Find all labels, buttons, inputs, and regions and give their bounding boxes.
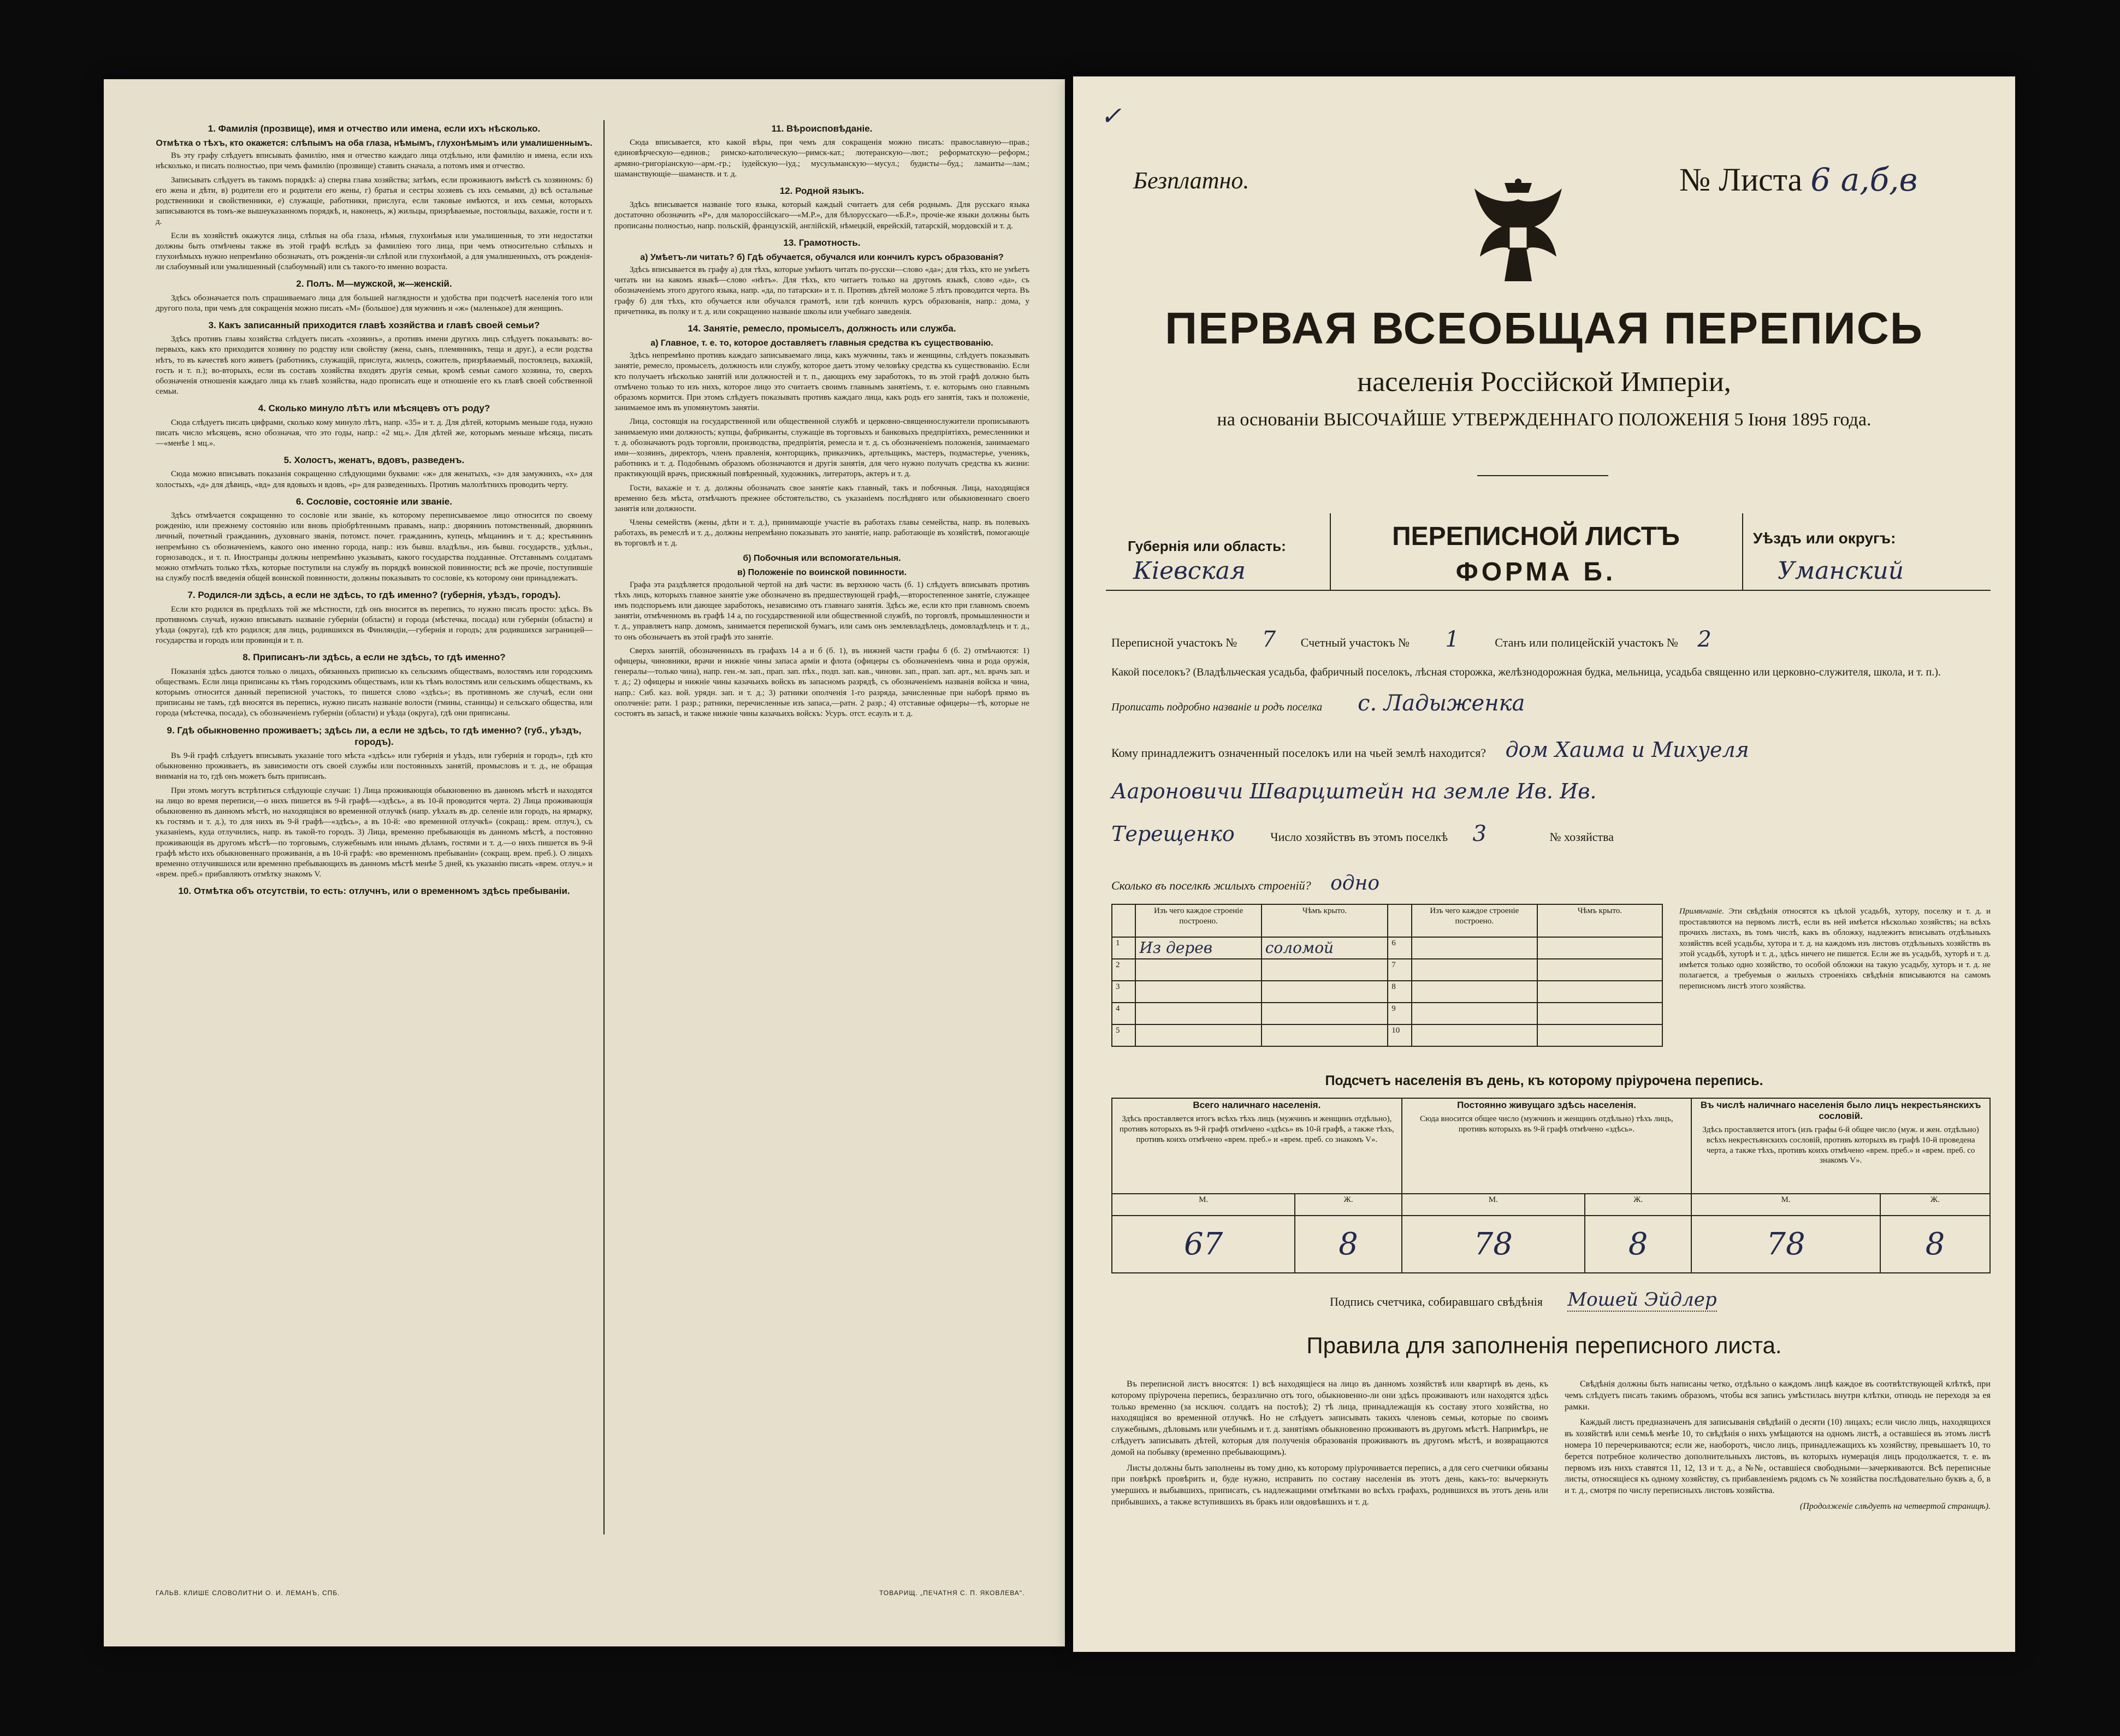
zh-label: Ж. bbox=[1295, 1194, 1401, 1216]
right-page bbox=[1073, 76, 2015, 1652]
instruction-paragraph: Члены семействъ (жены, дѣти и т. д.), принимающіе участіе въ работахъ главы семейства, напр. въ полевыхъ работахъ, въ ремеслѣ и т. д., должны непремѣнно показывать это занятіе, напр. работающіе въ хозяйствѣ, помогающіе въ торговлѣ и т. д. bbox=[614, 518, 1029, 548]
bld-col2-header: Чѣмъ крыто. bbox=[1262, 904, 1388, 937]
instruction-subheading: Отмѣтка о тѣхъ, кто окажется: слѣпымъ на оба глаза, нѣмымъ, глухонѣмымъ или умалишеннымъ. bbox=[156, 139, 593, 149]
title-divider bbox=[1477, 475, 1608, 476]
stan-value: 2 bbox=[1697, 627, 1712, 652]
free-label: Безплатно. bbox=[1133, 167, 1250, 194]
m-label: М. bbox=[1112, 1194, 1295, 1216]
uchastok-row bbox=[1111, 625, 1712, 654]
buildings-row bbox=[1111, 871, 1379, 897]
instruction-paragraph: Если въ хозяйствѣ окажутся лица, слѣпыя на оба глаза, нѣмыя, глухонѣмыя или умалишенныя, то эти недостатки должны быть отмѣчены также въ этой графѣ вслѣдъ за фамиліею того лица, при чемъ относительно слѣпыхъ и глухонѣмыхъ нужно непремѣнно обозначать, отъ рожденія-ли слѣпой или глухонѣмой, а для умалишенныхъ, отъ рожденія-ли слабоумный или умалишенный (слабоумный) или съ такого-то именно возраста. bbox=[156, 231, 593, 272]
instruction-heading: 14. Занятіе, ремесло, промыселъ, должность или служба. bbox=[688, 323, 956, 334]
poselok-hint-2: Прописать подробно названіе и родъ поселка bbox=[1111, 701, 1323, 713]
uezd-value: Уманский bbox=[1778, 557, 1904, 585]
owner-label: Кому принадлежитъ означенный поселокъ или на чьей землѣ находится? bbox=[1111, 746, 1487, 760]
rules-right-p2: Каждый листъ предназначенъ для записыванія свѣдѣній о десяти (10) лицахъ; если число лицъ, находящихся въ хозяйствѣ или семьѣ менѣе 10, то свѣдѣнія о нихъ умѣщаются на одномъ листѣ, а оставшіеся въ этомъ листѣ номера 10 перечеркиваются; если же, наоборотъ, число лицъ, принадлежащихъ къ хозяйству, превышаетъ 10, то берется потребное количество дополнительныхъ листовъ, въ которыхъ нумерація лицъ продолжается, т. е. въ первомъ изъ нихъ ставятся 11, 12, 13 и т. д., а №№, оставшіеся свободными—зачеркиваются. Всѣ переписные листы, относящіеся къ одному хозяйству, съ прибавленіемъ рядомъ съ № хозяйства послѣдовательно буквъ а, б, в и т. д., смотря по числу переписныхъ листовъ хозяйства. bbox=[1565, 1418, 1991, 1496]
count-permanent-m: 78 bbox=[1402, 1216, 1585, 1273]
instruction-paragraph: Гости, вахажіе и т. д. должны обозначать свое занятіе какъ главный, такъ и побочныя. Лица, находящіяся временно безъ мѣста, отмѣчаютъ прежнее обстоятельство, съ указаніемъ послѣдняго или обыкновеннаго своего занятія или должности. bbox=[614, 483, 1029, 513]
instruction-heading: 5. Холостъ, женатъ, вдовъ, разведенъ. bbox=[283, 455, 465, 466]
left-column-instructions-11-14 bbox=[614, 117, 1029, 1548]
signature-value: Мошей Эйдлер bbox=[1567, 1289, 1717, 1311]
bld-row-number: 7 bbox=[1388, 959, 1412, 981]
poselok-label: Какой поселокъ? bbox=[1111, 666, 1191, 678]
instruction-paragraph: Записывать слѣдуетъ въ такомъ порядкѣ: а) сперва глава хозяйства; затѣмъ, если проживаютъ вмѣстѣ съ хозяиномъ: б) его жена и дѣти, в) родители его и родители его жены, г) братья и сестры хозяевъ съ ихъ семьями, д) всѣ остальные родственники и свойственники, е) служащіе, работники, прислуга, если таковые имѣются, и ихъ семьи, которыхъ записываются въ томъ-же вышеуказанномъ порядкѣ, и, наконецъ, ж) жильцы, призрѣваемые, постояльцы, вахажіе, гости и т. д. bbox=[156, 175, 593, 227]
header-rule bbox=[1106, 590, 1991, 591]
count-col-permanent-title: Постоянно живущаго здѣсь населенія. bbox=[1457, 1100, 1636, 1110]
rules-right bbox=[1565, 1379, 1991, 1513]
count-col-non-peasant-text: Здѣсь проставляется итогъ (изъ графы 6-й общее число (муж. и жен. отдѣльно) всѣхъ некрестьянскихъ сословій, противъ которыхъ въ графѣ 10-й проведена черта, а также тѣхъ, противъ коихъ отмѣчено «врем. преб.» и «врем. преб. со знакомъ V». bbox=[1702, 1125, 1979, 1165]
uchastok-label: Переписной участокъ № bbox=[1111, 636, 1237, 649]
count-col-non-peasant bbox=[1691, 1098, 1990, 1194]
instruction-paragraph: Сверхъ занятій, обозначенныхъ въ графахъ 14 а и б (б. 1), въ нижней части графы б (б. 2) отмѣчаются: 1) офицеры, чиновники, врачи и нижніе чины запаса арміи и флота (офицеры съ обозначеніемъ чина и рода оружія, генералы—только чина), напр. ген.-м. зап., прап. зап. пѣх., подп. зап. кав., чиновн. зап., прап. зап. арт., мл. врачъ зап. и т. д.; 2) офицеры и нижніе чины казачьихъ войскъ въ запасномъ разрядѣ, съ обозначеніемъ названія войска и чина, напр.: Сиб. каз. вой. урядн. зап. и т. д.; 3) ратники ополченія 1-го разряда, зачисленные при наборѣ прямо въ ополченіе: рати. 1 разр.; ратники, перечисленные изъ запаса,—ратн. 2 разр.; 4) отставные офицеры—тѣ, которые не состоятъ въ запасѣ, и также нижніе чины казачьихъ войскъ: Усуръ. отст. есаулъ и т. д. bbox=[614, 646, 1029, 718]
gubernia-value: Кіевская bbox=[1133, 557, 1246, 585]
instruction-heading: 7. Родился-ли здѣсь, а если не здѣсь, то гдѣ именно? (губернія, уѣздъ, городъ). bbox=[187, 590, 561, 601]
rules-title: Правила для заполненія переписного листа. bbox=[1306, 1332, 1782, 1358]
gubernia-label: Губернія или область: bbox=[1128, 538, 1286, 554]
instruction-paragraph: Показанія здѣсь даются только о лицахъ, обязанныхъ приписью къ сельскимъ обществамъ, волостямъ или городскимъ обществамъ. Если лица приписаны къ тѣмъ городскимъ обществамъ, или къ тѣмъ волостямъ или сельскимъ обществамъ, къ которымъ относится данный переписной участокъ, то пишется слово «здѣсь»; въ противномъ же случаѣ, если они приписаны не тамъ, гдѣ вносятся въ перепись, нужно писать названіе волости (гмины, станицы) и сельскаго общества, или города (мѣстечка, посада), съ обозначеніемъ губерніи (области) и уѣзда (округа), гдѣ они приписаны. bbox=[156, 667, 593, 718]
bld-roof: соломой bbox=[1262, 937, 1388, 959]
schetny-value: 1 bbox=[1445, 627, 1459, 652]
buildings-note bbox=[1679, 906, 1991, 992]
count-total-m: 67 bbox=[1112, 1216, 1295, 1273]
households-label: Число хозяйствъ въ этомъ поселкѣ bbox=[1270, 830, 1448, 844]
instruction-heading: 2. Полъ. М—мужской, ж—женскій. bbox=[296, 279, 452, 289]
owner-value-2: Аароновичи Шварцштейн на земле Ив. Ив. bbox=[1111, 779, 1597, 803]
bld-col1-header: Изъ чего каждое строеніе построено. bbox=[1135, 904, 1261, 937]
schetny-label: Счетный участокъ № bbox=[1300, 636, 1410, 649]
count-permanent-zh: 8 bbox=[1585, 1216, 1691, 1273]
instruction-paragraph: Здѣсь отмѣчается сокращенно то сословіе или званіе, къ которому переписываемое лицо относится по своему рожденію, или прежнему состоянію или вновь пріобрѣтеннымъ правамъ, напр.: дворянинъ потомственный, дворянинъ личный, почетный гражданинъ, духовнаго званія, потомст. почет. гражданинъ, купецъ, мѣщанинъ и т. д.; крестьянинъ непремѣнно съ обозначеніемъ, какого оно именно города, напр.: изъ бывш. владѣльч., изъ бывш. государств., удѣльн., горнозаводск., и т. п. Иностранцы должны непремѣнно указывать, какого государства подданные. Отставнымъ солдатамъ можно отмѣчать только тѣхъ, которые поступили на службу въ порядкѣ воинской повинности; всѣ же прочіе, поступившіе на службу послѣ введенія общей воинской повинности, должны показывать то сословіе, къ которому они принадлежатъ. bbox=[156, 511, 593, 583]
instruction-subheading: б) Побочныя или вспомогательныя. bbox=[743, 553, 901, 563]
stan-label: Станъ или полицейскій участокъ № bbox=[1495, 636, 1678, 649]
poselok-value: с. Ладыженка bbox=[1358, 691, 1525, 716]
count-col-permanent-text: Сюда вносится общее число (мужчинъ и женщинъ отдѣльно) тѣхъ лицъ, противъ которыхъ въ 9-й графѣ отмѣчено «здѣсь». bbox=[1420, 1115, 1673, 1134]
sheet-number-value: 6 а,б,в bbox=[1810, 161, 1918, 198]
instruction-subheading: а) Умѣетъ-ли читать? б) Гдѣ обучается, обучался или кончилъ курсъ образованія? bbox=[640, 253, 1004, 263]
left-column-instructions-1-10 bbox=[156, 117, 593, 1548]
count-col-non-peasant-title: Въ числѣ наличнаго населенія было лицъ некрестьянскихъ сословій. bbox=[1700, 1100, 1981, 1121]
instruction-subheading: в) Положеніе по воинской повинности. bbox=[737, 567, 907, 577]
buildings-label: Сколько въ поселкѣ жилыхъ строеній? bbox=[1111, 879, 1311, 892]
note-text: Эти свѣдѣнія относятся къ цѣлой усадьбѣ, хутору, поселку и т. д. и проставляются на первомъ листѣ, если въ ней имѣется нѣсколько хозяйствъ; на всѣхъ прочихъ листахъ, въ томъ числѣ, какъ въ обложку, надлежитъ вписывать отдѣльныхъ хозяйствъ всей усадьбы, хутора и т. д. на каждомъ изъ листовъ отдѣльныхъ хозяйствъ въ этой усадьбѣ, хуторѣ и т. д., здѣсь ничего не пишется. Если же въ усадьбѣ, хуторѣ и т. д. имѣется только одно хозяйство, то особой обложки на такую усадьбу, хуторъ и т. д. не полагается, а требуемыя о жилыхъ строеніяхъ свѣдѣнія вписываются на самомъ переписномъ листѣ этого хозяйства. bbox=[1679, 907, 1991, 991]
buildings-table bbox=[1111, 904, 1663, 1047]
bld-row-number: 3 bbox=[1112, 981, 1135, 1003]
instruction-paragraph: Графа эта раздѣляется продольной чертой на двѣ части: въ верхнюю часть (б. 1) слѣдуетъ вписывать противъ тѣхъ лицъ, которыхъ главное занятіе уже обозначено въ предшествующей графѣ,—второстепенное занятіе, служащее имъ подспорьемъ или дающее заработокъ, независимо отъ главнаго занятія. Здѣсь же, если кто при главномъ своемъ занятіи, отмѣченномъ въ графѣ 14 а, по государственной или общественной службѣ, по торговлѣ, промышленности и т. д., управляетъ напр. домомъ, занимается перепиской бумагъ, или самъ онъ землевладѣлецъ, домовладѣлецъ и т. д., то онъ обозначаетъ въ этой графѣ это занятіе. bbox=[614, 580, 1029, 642]
rules-right-p1: Свѣдѣнія должны быть написаны четко, отдѣльно о каждомъ лицѣ каждое въ соотвѣтствующей клѣткѣ, при чемъ слѣдуетъ писать такимъ образомъ, чтобы вся запись умѣстилась внутри клѣтки, отнюдь не переходя за ея рамки. bbox=[1565, 1379, 1991, 1412]
instruction-heading: 11. Вѣроисповѣданіе. bbox=[771, 123, 873, 134]
zh-label: Ж. bbox=[1585, 1194, 1691, 1216]
count-title: Подсчетъ населенія въ день, къ которому пріурочена перепись. bbox=[1325, 1073, 1763, 1088]
m-label: М. bbox=[1691, 1194, 1880, 1216]
instruction-paragraph: Здѣсь вписывается въ графу а) для тѣхъ, которые умѣютъ читать по-русски—слово «да»; для тѣхъ, кто не умѣетъ читать ни на какомъ языкѣ—слово «нѣтъ». Для тѣхъ, кто читаетъ только на другомъ языкѣ, слово «да», съ обозначеніемъ этого другого языка, напр. «да, по татарски» и т. п. Противъ дѣтей моложе 5 лѣтъ проводится черта. Въ графу б) для тѣхъ, кто обучается или обучался грамотѣ, или гдѣ кончилъ курсъ образованія, напр.: дома, у причетника, въ полку и т. д. или сокращенно названіе школы или учебнаго заведенія. bbox=[614, 265, 1029, 316]
footer-printer-left: ГАЛЬВ. КЛИШЕ СЛОВОЛИТНИ О. И. ЛЕМАНЪ, СПБ. bbox=[156, 1589, 340, 1597]
count-col-total-text: Здѣсь проставляется итогъ всѣхъ тѣхъ лицъ (мужчинъ и женщинъ отдѣльно), противъ которыхъ въ 9-й графѣ отмѣчено «здѣсь» въ 10-й графѣ, а также тѣхъ, противъ коихъ отмѣчено «врем. преб.» и «врем. преб. со знакомъ V». bbox=[1119, 1115, 1394, 1144]
instruction-heading: 9. Гдѣ обыкновенно проживаетъ; здѣсь ли, а если не здѣсь, то гдѣ именно? (губ., уѣздъ, городъ). bbox=[167, 725, 582, 747]
owner-value-3: Терещенко bbox=[1111, 822, 1235, 846]
poselok-row bbox=[1111, 662, 1991, 724]
instruction-paragraph: При этомъ могутъ встрѣтиться слѣдующіе случаи: 1) Лица проживающія обыкновенно въ данномъ мѣстѣ и находятся на лицо во время переписи,—о нихъ пишется въ 9-й графѣ—«здѣсь», а въ 10-й проводится черта. 2) Лица проживающія обыкновенно въ данномъ мѣстѣ, но находящіяся во временной отлучкѣ (напр. уѣхалъ въ др. селеніе или городъ, на ярмарку, къ гостямъ и т. д.), то для нихъ въ 9-й графѣ—«здѣсь», а въ 10-й: «во временной отлучкѣ» (сокращ.: врем. отлуч.), съ указаніемъ, куда отлучились, напр. въ такой-то городъ. 3) Лица, временно пребывающія въ данномъ мѣстѣ, а постоянно проживающія въ другомъ мѣстѣ—по торговымъ, служебнымъ или инымъ дѣламъ, гостями и т. д.—о нихъ пишется въ 9-й графѣ мѣсто ихъ обыкновеннаго проживанія, а въ 10-й графѣ: «во временномъ пребываніи» (сокращ. врем. преб.). О лицахъ временно отлучившихся или временно пребывающихъ въ данномъ мѣстѣ менѣе 5 дней, къ указанію писать «врем. отлуч.» и «врем. преб.» прибавляютъ отмѣтку знакомъ V. bbox=[156, 786, 593, 879]
instruction-heading: 6. Сословіе, состояніе или званіе. bbox=[296, 496, 452, 507]
instruction-paragraph: Въ эту графу слѣдуетъ вписывать фамилію, имя и отчество каждаго лица отдѣльно, или фамилію и имена, если ихъ нѣсколько, и писать полностью, при чемъ фамилію (прозвище) ставить сначала, а потомъ имя и отчество. bbox=[156, 151, 593, 171]
bld-row-number: 1 bbox=[1112, 937, 1135, 959]
household-no-label: № хозяйства bbox=[1549, 830, 1614, 844]
bld-material: Из дерев bbox=[1135, 937, 1261, 959]
rules-continued: (Продолженіе слѣдуетъ на четвертой страницѣ). bbox=[1799, 1501, 1991, 1511]
instruction-heading: 10. Отмѣтка объ отсутствіи, то есть: отлучнъ, или о временномъ здѣсь пребываніи. bbox=[178, 886, 570, 897]
instruction-paragraph: Здѣсь обозначается полъ спрашиваемаго лица для большей наглядности и удобства при подсчетѣ населенія того или другого пола, при чемъ для сокращенія можно писать «М» (большое) для мужчинъ и «ж» (маленькое) для женщинъ. bbox=[156, 293, 593, 313]
owner-value-1: дом Хаима и Михуеля bbox=[1505, 738, 1749, 762]
count-nonpeasant-m: 78 bbox=[1691, 1216, 1880, 1273]
census-title: ПЕРВАЯ ВСЕОБЩАЯ ПЕРЕПИСЬ bbox=[1165, 304, 1923, 353]
header-divider-right bbox=[1742, 513, 1743, 590]
instruction-paragraph: Здѣсь непремѣнно противъ каждаго записываемаго лица, какъ мужчины, такъ и женщины, слѣдуетъ показывать занятіе, ремесло, промыселъ, должность или службу, которое даетъ этому человѣку средства къ существованію. Если кто получаетъ нѣсколько занятій или должностей и т. п., дающихъ ему заработокъ, то въ этой графѣ должно быть отмѣчено только то изъ нихъ, которое лицо это считаетъ своимъ главнымъ занятіемъ, т. е. которымъ оно главнымъ образомъ кормится. При этомъ слѣдуетъ показывать противъ каждаго лица, какъ родъ его занятія, такъ и положеніе, занимаемое имъ въ упомянутомъ занятіи. bbox=[614, 351, 1029, 413]
instruction-paragraph: Если кто родился въ предѣлахъ той же мѣстности, гдѣ онъ вносится въ перепись, то нужно писать просто: здѣсь. Въ противномъ случаѣ, нужно вписывать названіе губерніи (области) и города (мѣстечка, посада) или губерніи (области) и уѣзда (округа), гдѣ кто родился; для лицъ, родившихся въ Финляндіи,—губернія и городъ; для родившихся заграницей—государства и городъ или провинція и т. п. bbox=[156, 605, 593, 645]
instruction-heading: 3. Какъ записанный приходится главѣ хозяйства и главѣ своей семьи? bbox=[208, 319, 540, 330]
instruction-paragraph: Въ 9-й графѣ слѣдуетъ вписывать указаніе того мѣста «здѣсь» или губернія и уѣздъ, или губернія и городъ», гдѣ кто обыкновенно проживаетъ, въ зависимости отъ своей службы или постоянныхъ занятій, промысловъ и т. д., не обращая вниманія на то, гдѣ онъ можетъ быть приписанъ. bbox=[156, 751, 593, 781]
bld-row-number: 10 bbox=[1388, 1024, 1412, 1046]
count-nonpeasant-zh: 8 bbox=[1880, 1216, 1990, 1273]
population-count-table bbox=[1111, 1098, 1991, 1273]
bld-col4-header: Чѣмъ крыто. bbox=[1537, 904, 1662, 937]
instruction-subheading: а) Главное, т. е. то, которое доставляетъ главныя средства къ существованію. bbox=[650, 339, 993, 348]
signature-label: Подпись счетчика, собиравшаго свѣдѣнія bbox=[1330, 1295, 1543, 1308]
uezd-label: Уѣздъ или округъ: bbox=[1753, 530, 1896, 547]
instruction-paragraph: Лица, состоящія на государственной или общественной службѣ и церковно-священнослужители прописываютъ занимаемую ими должность; купцы, фабриканты, служащіе въ торговыхъ и банковыхъ предпріятіяхъ, ремесленники и т. д. обозначаютъ родъ торговли, производства, предпріятія, ремесла и т. д. съ обозначеніемъ положенія, занимаемаго ими—хозяинъ, директоръ, членъ правленія, конторщикъ, приказчикъ, артельщикъ, мастеръ, подмастерье, ученикъ, работникъ и т. д. Подобнымъ образомъ обозначаются и другія занятія, для чего нужно получать средства къ жизни: практикующій врачъ, присяжный повѣренный, художникъ, литераторъ, актеръ и т. д. bbox=[614, 417, 1029, 479]
instruction-heading: 8. Приписанъ-ли здѣсь, а если не здѣсь, то гдѣ именно? bbox=[242, 652, 506, 663]
instruction-paragraph: Здѣсь противъ главы хозяйства слѣдуетъ писать «хозяинъ», а противъ имени другихъ лицъ слѣдуетъ показывать: во-первыхъ, какъ кто приходится хозяину по родству или свойству (жена, сынъ, племянникъ, теща и друг.), а если родства нѣтъ, то въ качествѣ кого живетъ (работникъ, служащій, прислуга, жилецъ, сожитель, призрѣваемый, постоялецъ, вахажій, гость и т. п.); во-вторыхъ, если въ составъ хозяйства входятъ другія семьи, кромѣ семьи самого хозяина, то, сверхъ обозначенія отношенія каждаго лица къ главѣ хозяйства, надо прописать еще и отношеніе его къ главѣ своей собственной семьи. bbox=[156, 335, 593, 396]
count-col-total-title: Всего наличнаго населенія. bbox=[1193, 1100, 1321, 1110]
census-basis: на основаніи ВЫСОЧАЙШЕ УТВЕРЖДЕННАГО ПОЛОЖЕНІЯ 5 Іюня 1895 года. bbox=[1217, 410, 1872, 430]
column-divider bbox=[603, 120, 605, 1534]
footer-printer-right: ТОВАРИЩ. „ПЕЧАТНЯ С. П. ЯКОВЛЕВА". bbox=[879, 1589, 1025, 1597]
bld-row-number: 5 bbox=[1112, 1024, 1135, 1046]
rules-left-p2: Листы должны быть заполнены въ тому дню, къ которому пріурочивается перепись, а для сего счетчики обязаны при повѣркѣ провѣрить и, буде нужно, исправить по составу населенія въ этотъ день, какъ-то: вычеркнуть умершихъ и выбывшихъ, приписать, съ надлежащими отмѣтками во всѣхъ графахъ, родившихся въ этотъ день или прибывшихъ, а также вступившихъ въ бракъ или овдовѣвшихъ и т. д. bbox=[1111, 1463, 1548, 1507]
instruction-paragraph: Сюда вписывается, кто какой вѣры, при чемъ для сокращенія можно писать: православную—прав.; единовѣрческую—единов.; римско-католическую—римск-кат.; лютеранскую—лют.; реформатскую—реформ.; армяно-григоріанскую—арм.-гр.; іудейскую—іуд.; мусульманскую—мусул.; будисты—буд.; ламаиты—лам.; шаманствующіе—шаманств. и т. д. bbox=[614, 138, 1029, 179]
instruction-paragraph: Сюда слѣдуетъ писать цифрами, сколько кому минуло лѣтъ, напр. «35» и т. д. Для дѣтей, которымъ меньше года, нужно писать число мѣсяцевъ, ясно обозначая, что это годы, напр.: «2 мц.». Для дѣтей же, которымъ меньше мѣсяца, писать—«менѣе 1 мц.». bbox=[156, 418, 593, 448]
form-title: ПЕРЕПИСНОЙ ЛИСТЪ bbox=[1392, 522, 1680, 551]
bld-row-number: 9 bbox=[1388, 1003, 1412, 1024]
signature-row bbox=[1330, 1289, 1717, 1311]
bld-row-number: 6 bbox=[1388, 937, 1412, 959]
count-col-total bbox=[1112, 1098, 1402, 1194]
instruction-heading: 4. Сколько минуло лѣтъ или мѣсяцевъ отъ роду? bbox=[258, 403, 490, 414]
instruction-heading: 12. Родной языкъ. bbox=[779, 186, 864, 196]
bld-row-number: 2 bbox=[1112, 959, 1135, 981]
uchastok-value: 7 bbox=[1262, 627, 1276, 652]
instruction-paragraph: Сюда можно вписывать показанія сокращенно слѣдующими буквами: «ж» для женатыхъ, «з» для замужнихъ, «х» для холостыхъ, «д» для дѣвицъ, «вд» для вдовыхъ и вдовъ, «р» для разведенныхъ. Противъ малолѣтнихъ проводить черту. bbox=[156, 470, 593, 489]
rules-left-p1: Въ переписной листъ вносятся: 1) всѣ находящіеся на лицо въ данномъ хозяйствѣ или квартирѣ въ день, къ которому пріурочена перепись, безразлично отъ того, обыкновенно-ли они здѣсь проживаютъ или находятся здѣсь только временно (за исключ. солдатъ на постоѣ); 2) тѣ лица, принадлежащія къ составу этого хозяйства, но находящіяся во временной отлучкѣ. Но не слѣдуетъ записывать такихъ членовъ семьи, которые по своимъ служебнымъ, дѣловымъ или учебнымъ и т. д. занятіямъ обыкновенно проживаютъ въ другомъ мѣстѣ. Напримѣръ, не слѣдуетъ записывать дѣтей, которыя для полученія образованія проживаютъ въ другомъ мѣстѣ, и возвращаются домой на побывку (временно пребывающимъ). bbox=[1111, 1379, 1548, 1457]
count-col-permanent bbox=[1402, 1098, 1692, 1194]
owner-row bbox=[1111, 729, 1991, 856]
poselok-hint: (Владѣльческая усадьба, фабричный поселокъ, лѣсная сторожка, желѣзнодорожная будка, мельница, усадьба священно или церковно-служителя, школа, и т. п.). bbox=[1193, 666, 1941, 678]
instruction-paragraph: Здѣсь вписывается названіе того языка, который каждый считаетъ для себя роднымъ. Для русскаго языка достаточно обозначить «Р», для малороссійскаго—«М.Р.», для бѣлорусскаго—«Б.Р.», прочіе-же языки должны быть прописаны полностью, напр. польскій, французскій, англійскій, нѣмецкій, еврейскій, татарскій, мордовскій и т. д. bbox=[614, 200, 1029, 230]
sheet-number bbox=[1679, 161, 1917, 199]
note-title: Примѣчаніе. bbox=[1679, 907, 1725, 916]
imperial-eagle-emblem bbox=[1472, 177, 1565, 287]
bld-row-number: 4 bbox=[1112, 1003, 1135, 1024]
rules-left bbox=[1111, 1379, 1548, 1513]
census-subtitle: населенія Россійской Имперіи, bbox=[1357, 366, 1731, 398]
left-page bbox=[104, 79, 1065, 1646]
count-total-zh: 8 bbox=[1295, 1216, 1401, 1273]
instruction-heading: 13. Грамотность. bbox=[783, 237, 861, 248]
bld-col3-header: Изъ чего каждое строеніе построено. bbox=[1412, 904, 1537, 937]
buildings-value: одно bbox=[1330, 872, 1379, 894]
margin-mark: ✓ bbox=[1100, 101, 1122, 131]
zh-label: Ж. bbox=[1880, 1194, 1990, 1216]
instruction-heading: 1. Фамилія (прозвище), имя и отчество или имена, если ихъ нѣсколько. bbox=[208, 123, 541, 134]
sheet-number-label: № Листа bbox=[1679, 162, 1803, 198]
households-value: 3 bbox=[1472, 821, 1487, 846]
m-label: М. bbox=[1402, 1194, 1585, 1216]
form-subtitle: ФОРМА Б. bbox=[1455, 558, 1616, 586]
bld-row-number: 8 bbox=[1388, 981, 1412, 1003]
